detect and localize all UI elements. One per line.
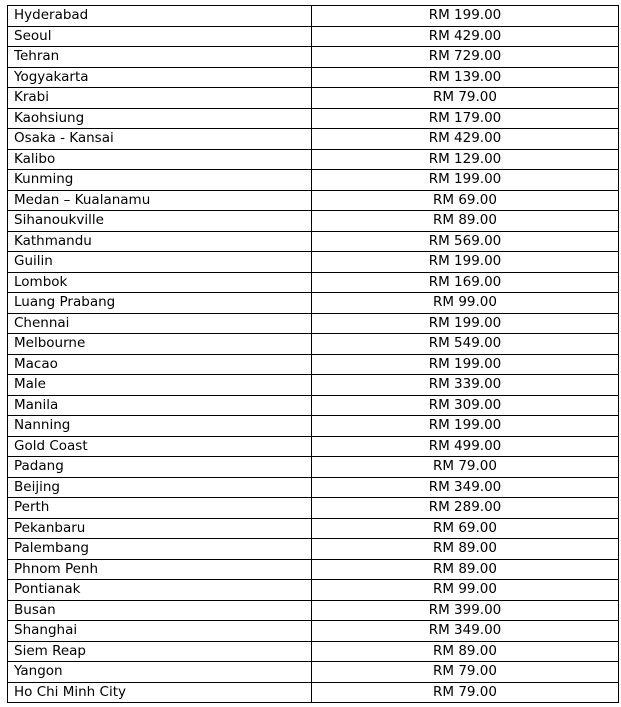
price-cell: RM 729.00 xyxy=(312,47,619,68)
table-row xyxy=(8,477,619,498)
destination-cell: Chennai xyxy=(8,313,312,334)
destination-cell: Osaka - Kansai xyxy=(8,129,312,150)
price-cell: RM 499.00 xyxy=(312,436,619,457)
table-row xyxy=(8,436,619,457)
price-cell: RM 89.00 xyxy=(312,211,619,232)
destination-cell: Gold Coast xyxy=(8,436,312,457)
table-row xyxy=(8,600,619,621)
destination-cell: Melbourne xyxy=(8,334,312,355)
table-row xyxy=(8,539,619,560)
destination-cell: Guilin xyxy=(8,252,312,273)
fare-table xyxy=(7,5,619,703)
destination-cell: Shanghai xyxy=(8,621,312,642)
table-row xyxy=(8,334,619,355)
destination-cell: Kaohsiung xyxy=(8,108,312,129)
table-row xyxy=(8,375,619,396)
price-cell: RM 399.00 xyxy=(312,600,619,621)
price-cell: RM 79.00 xyxy=(312,682,619,703)
price-cell: RM 349.00 xyxy=(312,621,619,642)
price-cell: RM 79.00 xyxy=(312,457,619,478)
destination-cell: Beijing xyxy=(8,477,312,498)
table-row xyxy=(8,129,619,150)
price-cell: RM 69.00 xyxy=(312,518,619,539)
price-cell: RM 169.00 xyxy=(312,272,619,293)
destination-cell: Pekanbaru xyxy=(8,518,312,539)
destination-cell: Manila xyxy=(8,395,312,416)
table-row xyxy=(8,47,619,68)
destination-cell: Siem Reap xyxy=(8,641,312,662)
table-row xyxy=(8,416,619,437)
table-row xyxy=(8,190,619,211)
price-cell: RM 549.00 xyxy=(312,334,619,355)
table-row xyxy=(8,395,619,416)
table-row xyxy=(8,231,619,252)
destination-cell: Pontianak xyxy=(8,580,312,601)
destination-cell: Macao xyxy=(8,354,312,375)
table-row xyxy=(8,641,619,662)
price-cell: RM 339.00 xyxy=(312,375,619,396)
price-cell: RM 69.00 xyxy=(312,190,619,211)
destination-cell: Kalibo xyxy=(8,149,312,170)
table-row xyxy=(8,580,619,601)
table-row xyxy=(8,211,619,232)
price-cell: RM 309.00 xyxy=(312,395,619,416)
price-cell: RM 129.00 xyxy=(312,149,619,170)
table-row xyxy=(8,252,619,273)
destination-cell: Perth xyxy=(8,498,312,519)
destination-cell: Kunming xyxy=(8,170,312,191)
table-row xyxy=(8,272,619,293)
price-cell: RM 139.00 xyxy=(312,67,619,88)
table-row xyxy=(8,88,619,109)
table-row xyxy=(8,108,619,129)
destination-cell: Phnom Penh xyxy=(8,559,312,580)
price-cell: RM 429.00 xyxy=(312,129,619,150)
table-row xyxy=(8,6,619,27)
destination-cell: Yangon xyxy=(8,662,312,683)
price-cell: RM 429.00 xyxy=(312,26,619,47)
destination-cell: Hyderabad xyxy=(8,6,312,27)
price-cell: RM 79.00 xyxy=(312,88,619,109)
destination-cell: Busan xyxy=(8,600,312,621)
table-row xyxy=(8,354,619,375)
table-row xyxy=(8,682,619,703)
price-cell: RM 569.00 xyxy=(312,231,619,252)
price-cell: RM 99.00 xyxy=(312,580,619,601)
price-cell: RM 79.00 xyxy=(312,662,619,683)
table-row xyxy=(8,518,619,539)
table-row xyxy=(8,313,619,334)
destination-cell: Luang Prabang xyxy=(8,293,312,314)
price-cell: RM 89.00 xyxy=(312,539,619,560)
destination-cell: Kathmandu xyxy=(8,231,312,252)
destination-cell: Nanning xyxy=(8,416,312,437)
table-row xyxy=(8,498,619,519)
destination-cell: Krabi xyxy=(8,88,312,109)
destination-cell: Ho Chi Minh City xyxy=(8,682,312,703)
destination-cell: Padang xyxy=(8,457,312,478)
price-cell: RM 89.00 xyxy=(312,559,619,580)
price-cell: RM 199.00 xyxy=(312,252,619,273)
table-row xyxy=(8,662,619,683)
destination-cell: Medan – Kualanamu xyxy=(8,190,312,211)
destination-cell: Male xyxy=(8,375,312,396)
fare-table-body xyxy=(8,6,619,703)
price-cell: RM 199.00 xyxy=(312,416,619,437)
table-row xyxy=(8,170,619,191)
price-cell: RM 289.00 xyxy=(312,498,619,519)
price-cell: RM 199.00 xyxy=(312,354,619,375)
table-row xyxy=(8,293,619,314)
table-row xyxy=(8,457,619,478)
destination-cell: Tehran xyxy=(8,47,312,68)
price-cell: RM 199.00 xyxy=(312,170,619,191)
destination-cell: Lombok xyxy=(8,272,312,293)
destination-cell: Yogyakarta xyxy=(8,67,312,88)
table-row xyxy=(8,559,619,580)
price-cell: RM 99.00 xyxy=(312,293,619,314)
table-row xyxy=(8,149,619,170)
price-cell: RM 199.00 xyxy=(312,313,619,334)
table-row xyxy=(8,67,619,88)
destination-cell: Palembang xyxy=(8,539,312,560)
destination-cell: Seoul xyxy=(8,26,312,47)
destination-cell: Sihanoukville xyxy=(8,211,312,232)
price-cell: RM 179.00 xyxy=(312,108,619,129)
table-row xyxy=(8,621,619,642)
price-cell: RM 349.00 xyxy=(312,477,619,498)
price-cell: RM 199.00 xyxy=(312,6,619,27)
price-cell: RM 89.00 xyxy=(312,641,619,662)
table-row xyxy=(8,26,619,47)
